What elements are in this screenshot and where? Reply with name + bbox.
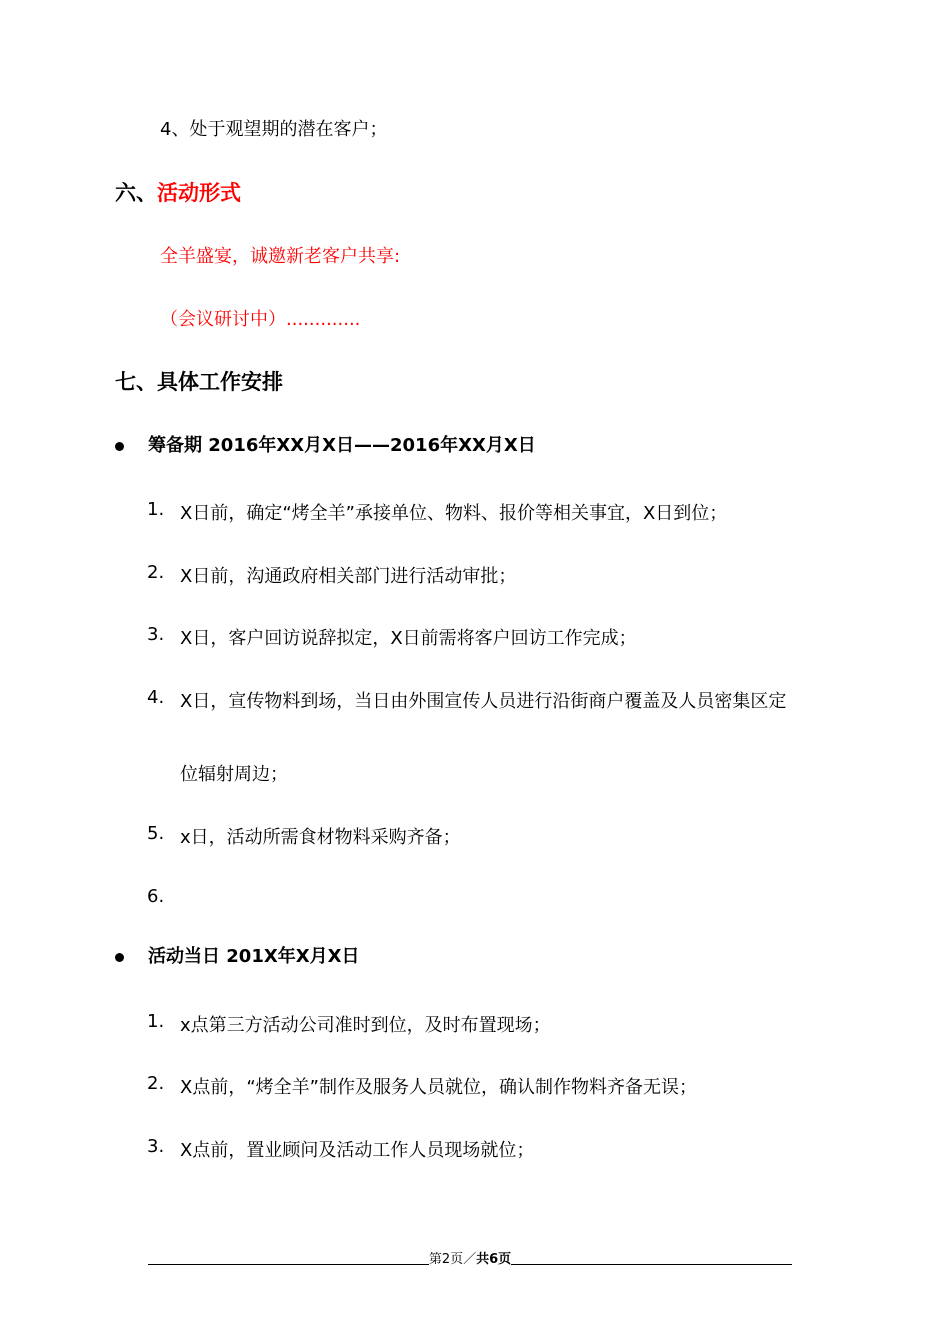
- prep-item-4-num: 4.: [147, 687, 165, 708]
- phase-event-day-title: 活动当日 201X年X月X日: [148, 946, 360, 967]
- section-6-prefix: 六、: [115, 181, 157, 205]
- activity-form-line2: （会议研讨中）.............: [160, 309, 361, 330]
- event-item-2-num: 2.: [147, 1073, 165, 1094]
- prep-item-2-num: 2.: [147, 562, 165, 583]
- bullet-icon: [115, 953, 124, 962]
- prep-item-6-num: 6.: [147, 886, 165, 907]
- prep-item-5-text: x日，活动所需食材物料采购齐备；: [180, 827, 461, 848]
- event-item-2-text: X点前，“烤全羊”制作及服务人员就位，确认制作物料齐备无误；: [180, 1077, 697, 1098]
- section-6-title: 活动形式: [157, 181, 241, 205]
- event-item-3-text: X点前，置业顾问及活动工作人员现场就位；: [180, 1140, 535, 1161]
- event-item-3-num: 3.: [147, 1136, 165, 1157]
- prep-item-3-text: X日，客户回访说辞拟定，X日前需将客户回访工作完成；: [180, 628, 637, 649]
- phase-prep-title: 筹备期 2016年XX月X日——2016年XX月X日: [148, 435, 536, 456]
- prep-item-5-num: 5.: [147, 823, 165, 844]
- section-6-heading: [115, 183, 241, 204]
- prep-item-4-continuation: 位辐射周边；: [180, 764, 288, 785]
- page-footer: [148, 1248, 792, 1265]
- activity-form-line1: 全羊盛宴，诚邀新老客户共享:: [160, 246, 401, 267]
- event-item-1-text: x点第三方活动公司准时到位，及时布置现场；: [180, 1015, 551, 1036]
- prep-item-4-text: X日，宣传物料到场，当日由外围宣传人员进行沿街商户覆盖及人员密集区定: [180, 691, 787, 712]
- event-item-1-num: 1.: [147, 1011, 165, 1032]
- prep-item-2-text: X日前，沟通政府相关部门进行活动审批；: [180, 566, 517, 587]
- page-number: 第2页／: [428, 1252, 477, 1267]
- bullet-icon: [115, 442, 124, 451]
- page-total: 共6页: [476, 1252, 512, 1267]
- prep-item-3-num: 3.: [147, 624, 165, 645]
- list-item-top-4: 4、处于观望期的潜在客户；: [160, 119, 388, 140]
- prep-item-1-num: 1.: [147, 499, 165, 520]
- prep-item-1-text: X日前，确定“烤全羊”承接单位、物料、报价等相关事宜，X日到位；: [180, 503, 728, 524]
- section-7-heading: 七、具体工作安排: [115, 370, 283, 394]
